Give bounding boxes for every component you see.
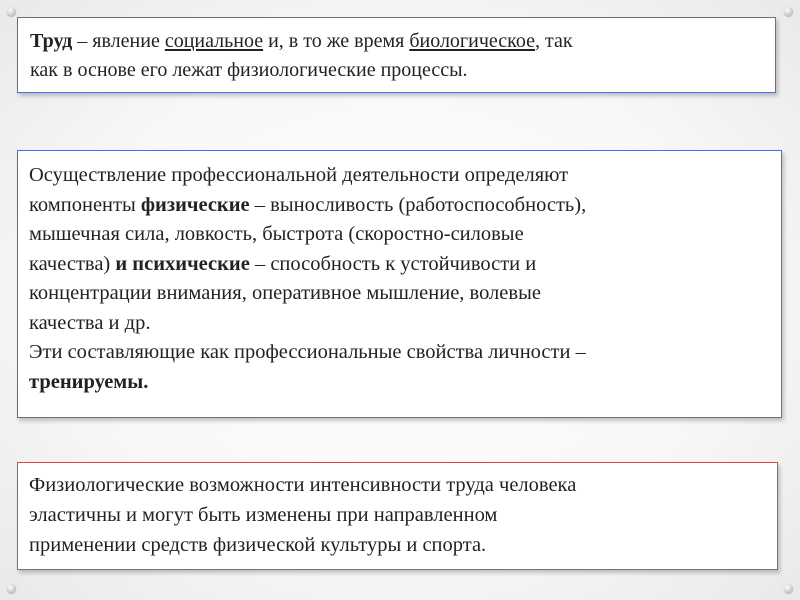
mental-term: и психические (115, 252, 250, 275)
biological-term: биологическое (409, 30, 535, 52)
corner-pin-icon (7, 584, 16, 593)
labor-term: Труд (30, 30, 73, 52)
labor-definition-box (17, 17, 776, 93)
labor-definition-line-1 (30, 27, 763, 56)
components-line-2 (29, 191, 771, 221)
corner-pin-icon (784, 584, 793, 593)
corner-pin-icon (7, 7, 16, 16)
components-line-4 (29, 250, 771, 280)
components-text: качества) (29, 252, 116, 275)
capabilities-line-3: применении средств физической культуры и спорта. (29, 534, 487, 556)
capabilities-line-2: эластичны и могут быть изменены при направленном (29, 504, 498, 526)
labor-text: , так (534, 30, 573, 52)
components-text: – выносливость (работоспособность), (249, 193, 587, 216)
components-line-5: концентрации внимания, оперативное мышление, волевые (29, 282, 541, 304)
capabilities-line-1: Физиологические возможности интенсивности труда человека (29, 474, 577, 496)
components-line-6: качества и др. (29, 311, 151, 334)
social-term: социальное (164, 30, 264, 52)
components-line-3: мышечная сила, ловкость, быстрота (скоростно-силовые (29, 223, 524, 245)
components-line-1: Осуществление профессиональной деятельности определяют (29, 164, 569, 186)
physiological-capabilities-box (17, 462, 778, 570)
labor-text: – явление (72, 30, 165, 52)
components-line-7: Эти составляющие как профессиональные свойства личности – (29, 341, 586, 363)
components-text: – способность к устойчивости и (249, 252, 537, 275)
corner-pin-icon (784, 7, 793, 16)
labor-definition-line-2: как в основе его лежат физиологические процессы. (30, 59, 468, 81)
labor-text: и, в то же время (263, 30, 410, 52)
physical-term: физические (140, 193, 250, 216)
components-text: компоненты (29, 193, 141, 216)
professional-components-box (17, 150, 782, 418)
trainable-term: тренируемы. (29, 370, 149, 393)
